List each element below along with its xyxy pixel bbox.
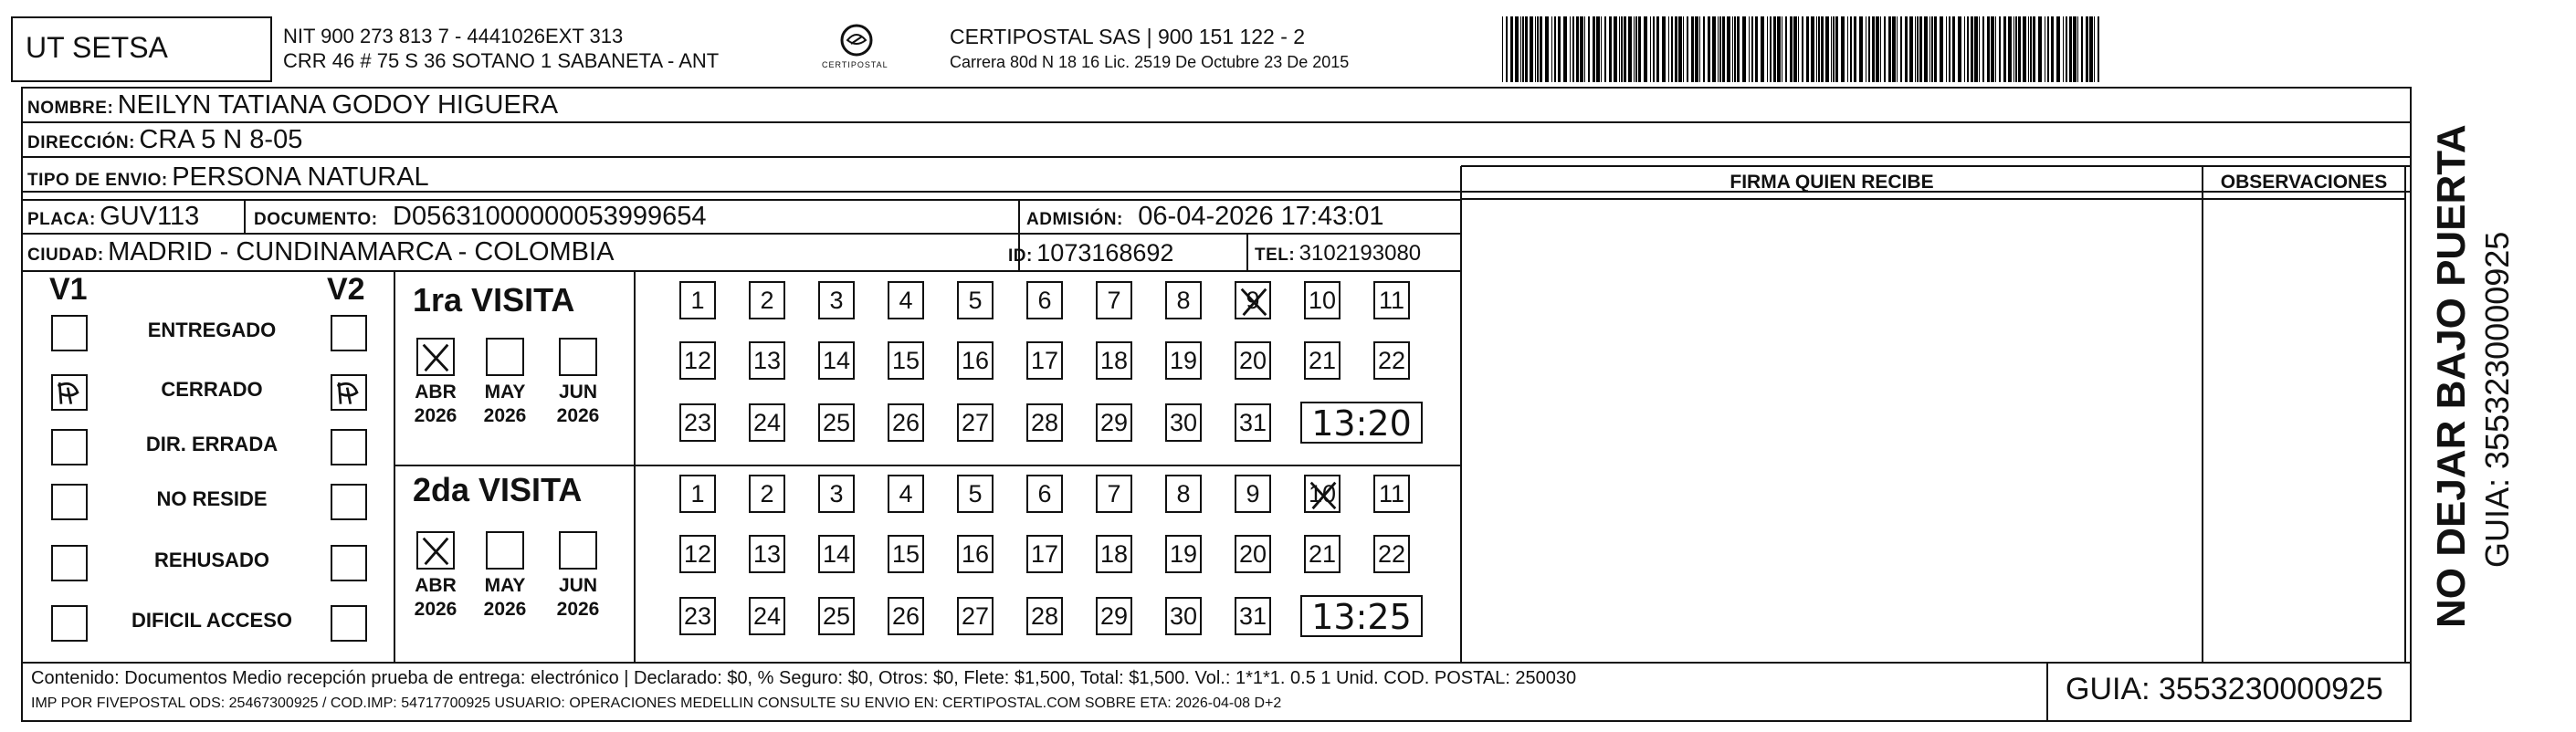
day-checkbox[interactable]: 13	[749, 341, 785, 380]
placa-row	[27, 202, 199, 232]
nit-line: NIT 900 273 813 7 - 4441026EXT 313	[283, 25, 624, 47]
placa-label: PLACA:	[27, 210, 96, 229]
day-checkbox[interactable]: 12	[679, 341, 716, 380]
x-mark-icon	[418, 340, 453, 374]
day-checkbox[interactable]: 1	[679, 475, 716, 513]
tipo-value: PERSONA NATURAL	[172, 162, 429, 192]
day-checkbox[interactable]: 25	[818, 597, 855, 635]
month-label: MAY	[484, 382, 526, 403]
status-v1-checkbox[interactable]	[51, 605, 88, 642]
address-line: CRR 46 # 75 S 36 SOTANO 1 SABANETA - ANT	[283, 49, 720, 72]
month-checkbox[interactable]	[559, 531, 597, 570]
side-guia: GUIA: 3553230000925	[2478, 231, 2516, 568]
day-checkbox[interactable]: 10	[1304, 281, 1341, 319]
day-checkbox[interactable]: 11	[1373, 281, 1410, 319]
visit-time-field[interactable]: 13:25	[1300, 595, 1423, 637]
status-label: ENTREGADO	[147, 319, 277, 341]
day-checkbox[interactable]: 16	[957, 341, 994, 380]
firma-header: FIRMA QUIEN RECIBE	[1730, 172, 1934, 193]
month-checkbox[interactable]	[486, 531, 524, 570]
status-v2-checkbox[interactable]	[331, 374, 367, 411]
day-checkbox[interactable]	[1235, 281, 1271, 319]
x-mark-icon	[418, 533, 453, 568]
day-checkbox[interactable]: 23	[679, 597, 716, 635]
year-label: 2026	[483, 405, 527, 426]
day-checkbox[interactable]: 30	[1165, 597, 1202, 635]
day-checkbox[interactable]: 31	[1235, 597, 1271, 635]
admision-value: 06-04-2026 17:43:01	[1138, 202, 1384, 231]
day-checkbox[interactable]: 8	[1165, 281, 1202, 319]
nombre-value: NEILYN TATIANA GODOY HIGUERA	[117, 90, 559, 120]
day-checkbox[interactable]: 26	[888, 403, 924, 442]
month-label: JUN	[558, 575, 597, 596]
day-checkbox[interactable]: 21	[1304, 341, 1341, 380]
documento-label: DOCUMENTO:	[254, 210, 378, 229]
scribble-mark-icon	[53, 376, 86, 409]
observaciones-area[interactable]	[2206, 203, 2402, 659]
month-label: JUN	[558, 382, 597, 403]
logo-text: CERTIPOSTAL	[822, 60, 888, 69]
visit-time-field[interactable]: 13:20	[1300, 402, 1423, 444]
day-checkbox[interactable]: 4	[888, 475, 924, 513]
observaciones-header: OBSERVACIONES	[2220, 172, 2388, 193]
placa-value: GUV113	[100, 202, 200, 231]
year-label: 2026	[414, 405, 457, 426]
nombre-row	[27, 90, 558, 120]
day-checkbox[interactable]: 22	[1373, 535, 1410, 573]
status-v2-checkbox[interactable]	[331, 545, 367, 581]
day-checkbox[interactable]: 4	[888, 281, 924, 319]
status-v1-checkbox[interactable]	[51, 374, 88, 411]
day-checkbox[interactable]: 18	[1096, 535, 1132, 573]
day-checkbox[interactable]: 24	[749, 597, 785, 635]
day-checkbox[interactable]: 16	[957, 535, 994, 573]
day-checkbox[interactable]: 2	[749, 475, 785, 513]
day-checkbox[interactable]: 5	[957, 475, 994, 513]
year-label: 2026	[556, 405, 600, 426]
status-label: CERRADO	[161, 378, 263, 401]
day-checkbox[interactable]: 21	[1304, 535, 1341, 573]
day-checkbox[interactable]: 18	[1096, 341, 1132, 380]
status-v1-checkbox[interactable]	[51, 484, 88, 520]
day-checkbox[interactable]: 28	[1026, 403, 1063, 442]
v1-header: V1	[49, 272, 88, 307]
day-checkbox[interactable]: 31	[1235, 403, 1271, 442]
status-label: NO RESIDE	[156, 487, 268, 510]
month-label: ABR	[415, 575, 457, 596]
day-checkbox[interactable]: 22	[1373, 341, 1410, 380]
day-checkbox[interactable]: 20	[1235, 341, 1271, 380]
certipostal-address: Carrera 80d N 18 16 Lic. 2519 De Octubre 23 De 2015	[950, 53, 1350, 71]
day-number: 9	[1246, 287, 1260, 314]
tel-label: TEL:	[1255, 246, 1296, 265]
day-checkbox[interactable]: 19	[1165, 341, 1202, 380]
day-checkbox[interactable]: 3	[818, 475, 855, 513]
status-label: DIR. ERRADA	[145, 433, 279, 455]
visit1-title: 1ra VISITA	[413, 281, 575, 319]
day-checkbox[interactable]	[1304, 475, 1341, 513]
day-checkbox[interactable]: 1	[679, 281, 716, 319]
footer-guia: GUIA: 3553230000925	[2066, 672, 2383, 706]
certipostal-line: CERTIPOSTAL SAS | 900 151 122 - 2	[950, 25, 1306, 48]
day-checkbox[interactable]: 6	[1026, 281, 1063, 319]
direccion-value: CRA 5 N 8-05	[139, 125, 303, 154]
day-checkbox[interactable]: 17	[1026, 341, 1063, 380]
nombre-label: NOMBRE:	[27, 99, 114, 118]
year-label: 2026	[414, 599, 457, 620]
status-v2-checkbox[interactable]	[331, 429, 367, 465]
company-name: UT SETSA	[26, 31, 168, 64]
x-mark-icon	[1306, 476, 1341, 513]
ciudad-value: MADRID - CUNDINAMARCA - COLOMBIA	[108, 237, 615, 267]
day-checkbox[interactable]: 29	[1096, 403, 1132, 442]
day-checkbox[interactable]: 12	[679, 535, 716, 573]
status-v1-checkbox[interactable]	[51, 315, 88, 351]
v2-header: V2	[327, 272, 365, 307]
day-checkbox[interactable]: 11	[1373, 475, 1410, 513]
status-v2-checkbox[interactable]	[331, 605, 367, 642]
day-checkbox[interactable]: 27	[957, 597, 994, 635]
day-checkbox[interactable]: 20	[1235, 535, 1271, 573]
day-checkbox[interactable]: 14	[818, 535, 855, 573]
day-checkbox[interactable]: 9	[1235, 475, 1271, 513]
direccion-row	[27, 125, 302, 155]
day-checkbox[interactable]: 17	[1026, 535, 1063, 573]
day-checkbox[interactable]: 15	[888, 535, 924, 573]
month-label: MAY	[484, 575, 526, 596]
status-label: REHUSADO	[154, 549, 269, 571]
day-checkbox[interactable]: 7	[1096, 281, 1132, 319]
day-checkbox[interactable]: 28	[1026, 597, 1063, 635]
status-v2-checkbox[interactable]	[331, 484, 367, 520]
x-mark-icon	[1236, 283, 1271, 319]
status-v1-checkbox[interactable]	[51, 429, 88, 465]
status-label: DIFICIL ACCESO	[131, 609, 292, 632]
admision-row	[1026, 202, 1384, 232]
id-value: 1073168692	[1036, 239, 1174, 267]
id-row	[1008, 239, 1173, 267]
day-checkbox[interactable]: 26	[888, 597, 924, 635]
ciudad-label: CIUDAD:	[27, 246, 104, 265]
day-checkbox[interactable]: 29	[1096, 597, 1132, 635]
day-checkbox[interactable]: 15	[888, 341, 924, 380]
day-checkbox[interactable]: 5	[957, 281, 994, 319]
scribble-mark-icon	[332, 376, 365, 409]
direccion-label: DIRECCIÓN:	[27, 133, 135, 152]
ciudad-row	[27, 237, 614, 267]
firma-signature-area[interactable]	[1465, 203, 2199, 659]
day-checkbox[interactable]: 19	[1165, 535, 1202, 573]
day-checkbox[interactable]: 7	[1096, 475, 1132, 513]
day-checkbox[interactable]: 3	[818, 281, 855, 319]
year-label: 2026	[483, 599, 527, 620]
day-number: 10	[1308, 480, 1337, 507]
day-checkbox[interactable]: 8	[1165, 475, 1202, 513]
day-checkbox[interactable]: 6	[1026, 475, 1063, 513]
year-label: 2026	[556, 599, 600, 620]
visit2-title: 2da VISITA	[413, 471, 583, 508]
status-v2-checkbox[interactable]	[331, 315, 367, 351]
day-checkbox[interactable]: 25	[818, 403, 855, 442]
tel-value: 3102193080	[1299, 241, 1422, 266]
month-checkbox[interactable]	[486, 338, 524, 376]
side-warning: NO DEJAR BAJO PUERTA	[2429, 124, 2474, 628]
month-label: ABR	[415, 382, 457, 403]
footer-content-line: Contenido: Documentos Medio recepción prueba de entrega: electrónico | Declarado: $0, % Seguro: $0, Otros: $0, Flete: $1,500, Total: $1,500. Vol.: 1*1*1. 0.5 1 Unid. COD. POSTAL: 250030	[31, 668, 1577, 688]
day-checkbox[interactable]: 27	[957, 403, 994, 442]
id-label: ID:	[1008, 246, 1033, 266]
day-checkbox[interactable]: 2	[749, 281, 785, 319]
day-checkbox[interactable]: 14	[818, 341, 855, 380]
day-checkbox[interactable]: 24	[749, 403, 785, 442]
admision-label: ADMISIÓN:	[1026, 210, 1123, 229]
tel-row	[1255, 241, 1421, 267]
day-checkbox[interactable]: 30	[1165, 403, 1202, 442]
documento-value: D05631000000053999654	[393, 202, 707, 231]
month-checkbox[interactable]	[416, 338, 455, 376]
tipo-row	[27, 162, 429, 193]
day-checkbox[interactable]: 23	[679, 403, 716, 442]
month-checkbox[interactable]	[416, 531, 455, 570]
footer-imp-line: IMP POR FIVEPOSTAL ODS: 25467300925 / COD.IMP: 54717700925 USUARIO: OPERACIONES MEDELLIN CONSULTE SU ENVIO EN: CERTIPOSTAL.COM SOBRE ETA: 2026-04-08 D+2	[31, 695, 1282, 711]
documento-row	[254, 202, 707, 232]
month-checkbox[interactable]	[559, 338, 597, 376]
day-checkbox[interactable]: 13	[749, 535, 785, 573]
tipo-label: TIPO DE ENVIO:	[27, 171, 168, 190]
status-v1-checkbox[interactable]	[51, 545, 88, 581]
